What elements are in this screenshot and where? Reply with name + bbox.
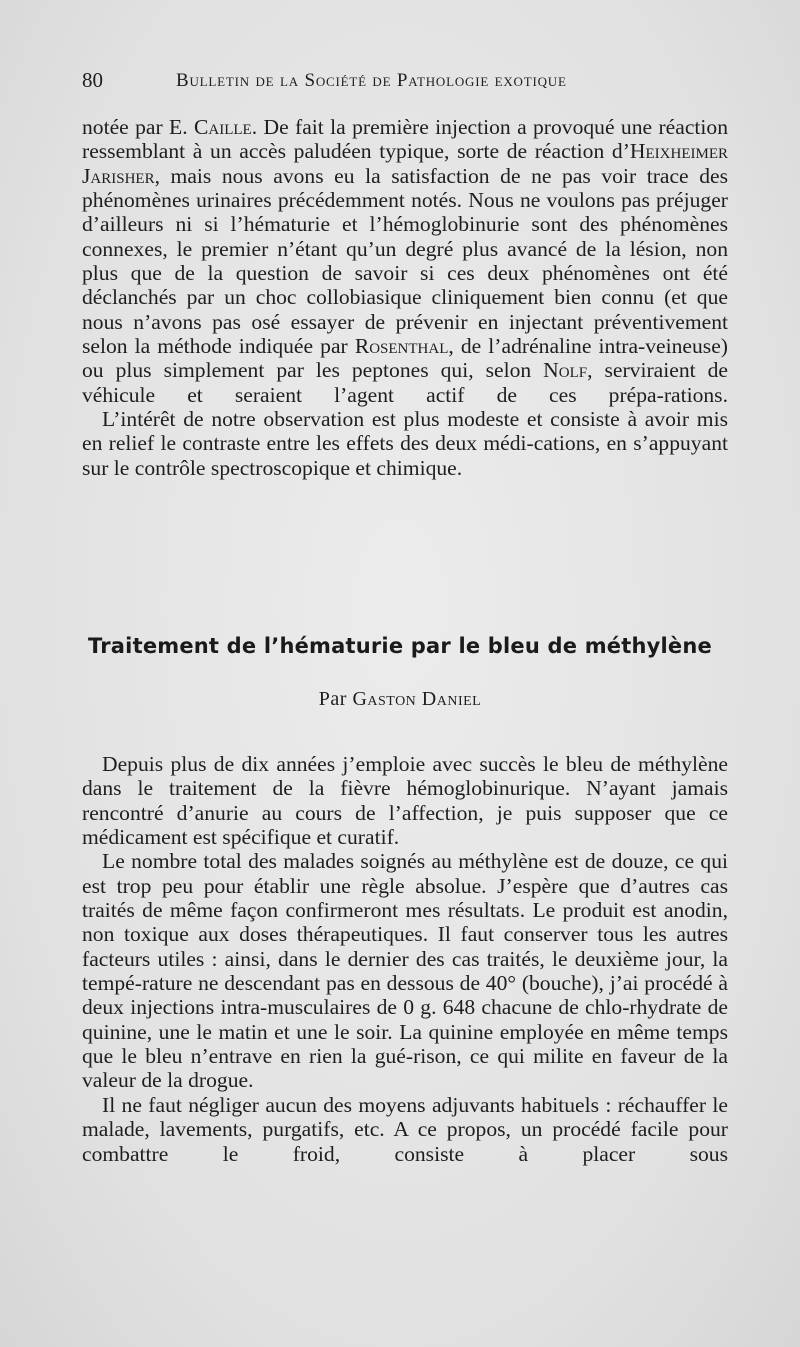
paragraph bbox=[82, 115, 728, 407]
page-header bbox=[82, 64, 732, 96]
article-body bbox=[82, 752, 728, 1166]
text-run: L’intérêt de notre observation est plus modeste et consiste à avoir mis en relief le contraste entre les effets des deux médi-cations, en s’appuyant sur le contrôle spectroscopique et chimique. bbox=[82, 407, 728, 480]
text-run: . De fait la première injection a provoqué une réaction ressemblant à un accès paludéen typique, sorte de réaction d’ bbox=[82, 115, 728, 164]
page-number: 80 bbox=[82, 68, 103, 92]
running-head: Bulletin de la Société de Pathologie exotique bbox=[176, 70, 567, 91]
cited-name: Caille bbox=[194, 115, 252, 139]
article-byline bbox=[0, 688, 800, 711]
cited-name: Rosenthal bbox=[354, 334, 449, 359]
previous-article-text bbox=[82, 115, 728, 480]
text-run: , mais nous avons eu la satisfaction de ne pas voir trace des phénomènes urinaires précédemment notés. Nous ne voulons pas préjuger d’ailleurs ni si l’hématurie et l’hémoglobinurie sont des phénomènes connexes, le premier n’étant qu’un degré plus avancé de la lésion, non plus que de la question de savoir si ces deux phénomènes ont été déclanchés par un choc collobiasique cliniquement bien connu (et que nous n’avons pas osé essayer de prévenir en injectant préventivement selon la méthode indiquée par bbox=[82, 163, 728, 359]
author-name: Gaston Daniel bbox=[352, 688, 482, 710]
article-title: Traitement de l’hématurie par le bleu de méthylène bbox=[88, 634, 712, 658]
text-run: Depuis plus de dix années j’emploie avec succès le bleu de méthylène dans le traitement de la fièvre hémoglobinurique. N’ayant jamais rencontré d’anurie au cours de l’affection, je puis supposer que ce médicament est spécifique et curatif. bbox=[82, 752, 728, 850]
text-run: notée par E. bbox=[82, 115, 194, 139]
byline-prefix: Par bbox=[318, 688, 353, 710]
text-run: Le nombre total des malades soignés au méthylène est de douze, ce qui est trop peu pour établir une règle absolue. J’espère que d’autres cas traités de même façon confirmeront mes résultats. Le produit est anodin, non toxique aux doses thérapeutiques. Il faut conserver tous les autres facteurs utiles : ainsi, dans le dernier des cas traités, le deuxième jour, la tempé-rature ne descendant pas en dessous de 40° (bouche), j’ai procédé à deux injections intra-musculaires de 0 g. 648 chacune de chlo-rhydrate de quinine, une le matin et une le soir. La quinine employée en même temps que le bleu n’entrave en rien la gué-rison, ce qui milite en faveur de la valeur de la drogue. bbox=[82, 849, 728, 1093]
cited-name: Heixheimer Jarisher bbox=[82, 139, 728, 188]
paragraph bbox=[82, 1093, 728, 1166]
text-run: , de l’adrénaline intra-veineuse) ou plus simplement par les peptones qui, selon bbox=[82, 334, 728, 383]
paragraph bbox=[82, 849, 728, 1092]
text-run: , serviraient de véhicule et seraient l’agent actif de ces prépa-rations. bbox=[82, 358, 728, 407]
paragraph bbox=[82, 407, 728, 480]
text-run: Il ne faut négliger aucun des moyens adjuvants habituels : réchauffer le malade, lavements, purgatifs, etc. A ce propos, un procédé facile pour combattre le froid, consiste à placer sous bbox=[82, 1092, 728, 1166]
paragraph bbox=[82, 752, 728, 849]
cited-name: Nolf bbox=[543, 358, 588, 383]
